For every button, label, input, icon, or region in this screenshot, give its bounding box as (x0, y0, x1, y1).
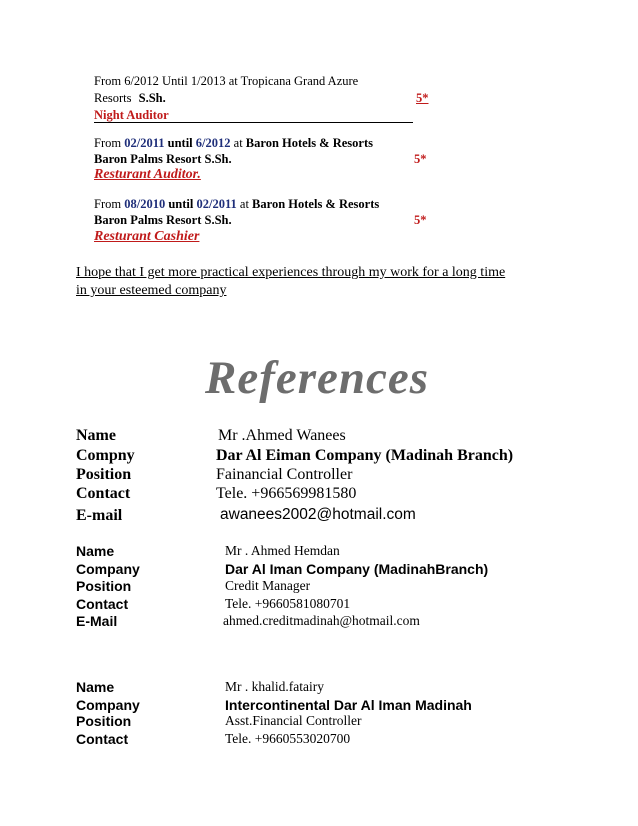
experience-1-company: Resorts (94, 91, 132, 105)
experience-2-role: Resturant Auditor. (94, 167, 201, 182)
reference-3-label-company: Company (76, 697, 140, 713)
experience-2-from-label: From (94, 136, 122, 150)
reference-2-label-name: Name (76, 543, 115, 559)
experience-1-role: Night Auditor (94, 108, 169, 122)
experience-3-line1 (94, 197, 379, 212)
reference-3-name: Mr . khalid.fatairy (225, 679, 324, 694)
reference-2-name: Mr . Ahmed Hemdan (225, 543, 340, 558)
reference-1-contact: Tele. +966569981580 (216, 485, 357, 502)
reference-1-label-contact: Contact (76, 485, 131, 502)
experience-3-from-date: 08/2010 (124, 197, 166, 211)
experience-2-company: Baron Hotels & Resorts (245, 136, 373, 150)
experience-3-company: Baron Hotels & Resorts (252, 197, 380, 211)
reference-2-label-email: E-Mail (76, 613, 118, 629)
experience-3-until-label: until (168, 197, 194, 211)
reference-2-company: Dar Al Iman Company (MadinahBranch) (225, 561, 489, 577)
reference-1-email: awanees2002@hotmail.com (220, 506, 416, 523)
experience-2-from-date: 02/2011 (124, 136, 165, 150)
reference-1-label-company: Compny (76, 447, 135, 464)
reference-2-label-company: Company (76, 561, 140, 577)
reference-2-label-position: Position (76, 578, 132, 594)
experience-1-line1: From 6/2012 Until 1/2013 at Tropicana Grand Azure (94, 74, 359, 88)
experience-1-underline (94, 122, 413, 123)
experience-2-stars: 5* (414, 152, 427, 166)
reference-3-label-name: Name (76, 679, 115, 695)
reference-3-contact: Tele. +9660553020700 (225, 731, 351, 746)
reference-2-position: Credit Manager (225, 578, 311, 593)
experience-3-from-label: From (94, 197, 122, 211)
experience-1-line2 (94, 91, 166, 106)
reference-1-company: Dar Al Eiman Company (Madinah Branch) (216, 447, 514, 464)
reference-1-position: Fainancial Controller (216, 466, 353, 483)
reference-2-contact: Tele. +9660581080701 (225, 596, 351, 611)
reference-3-position: Asst.Financial Controller (225, 713, 362, 728)
reference-3-company: Intercontinental Dar Al Iman Madinah (225, 697, 472, 713)
experience-1-suffix: S.Sh. (138, 91, 166, 105)
experience-3-until-date: 02/2011 (196, 197, 237, 211)
experience-1-stars: 5* (416, 91, 429, 105)
experience-2-line2: Baron Palms Resort S.Sh. (94, 152, 232, 166)
reference-1-label-name: Name (76, 427, 116, 444)
experience-2-line1 (94, 136, 373, 151)
reference-1-name: Mr .Ahmed Wanees (218, 427, 346, 444)
experience-3-line2: Baron Palms Resort S.Sh. (94, 213, 232, 227)
experience-3-role: Resturant Cashier (94, 229, 200, 244)
closing-line-2: in your esteemed company (76, 283, 227, 298)
reference-2-label-contact: Contact (76, 596, 129, 612)
experience-3-at-label: at (239, 197, 249, 211)
reference-3-label-contact: Contact (76, 731, 129, 747)
closing-line-1: I hope that I get more practical experiences through my work for a long time (76, 265, 506, 280)
references-heading: References (205, 352, 430, 404)
experience-2-until-label: until (167, 136, 193, 150)
reference-2-email: ahmed.creditmadinah@hotmail.com (223, 613, 420, 628)
reference-1-label-email: E-mail (76, 507, 123, 524)
experience-2-until-date: 6/2012 (195, 136, 231, 150)
reference-1-label-position: Position (76, 466, 132, 483)
reference-3-label-position: Position (76, 713, 132, 729)
experience-2-at-label: at (233, 136, 243, 150)
experience-3-stars: 5* (414, 213, 427, 227)
